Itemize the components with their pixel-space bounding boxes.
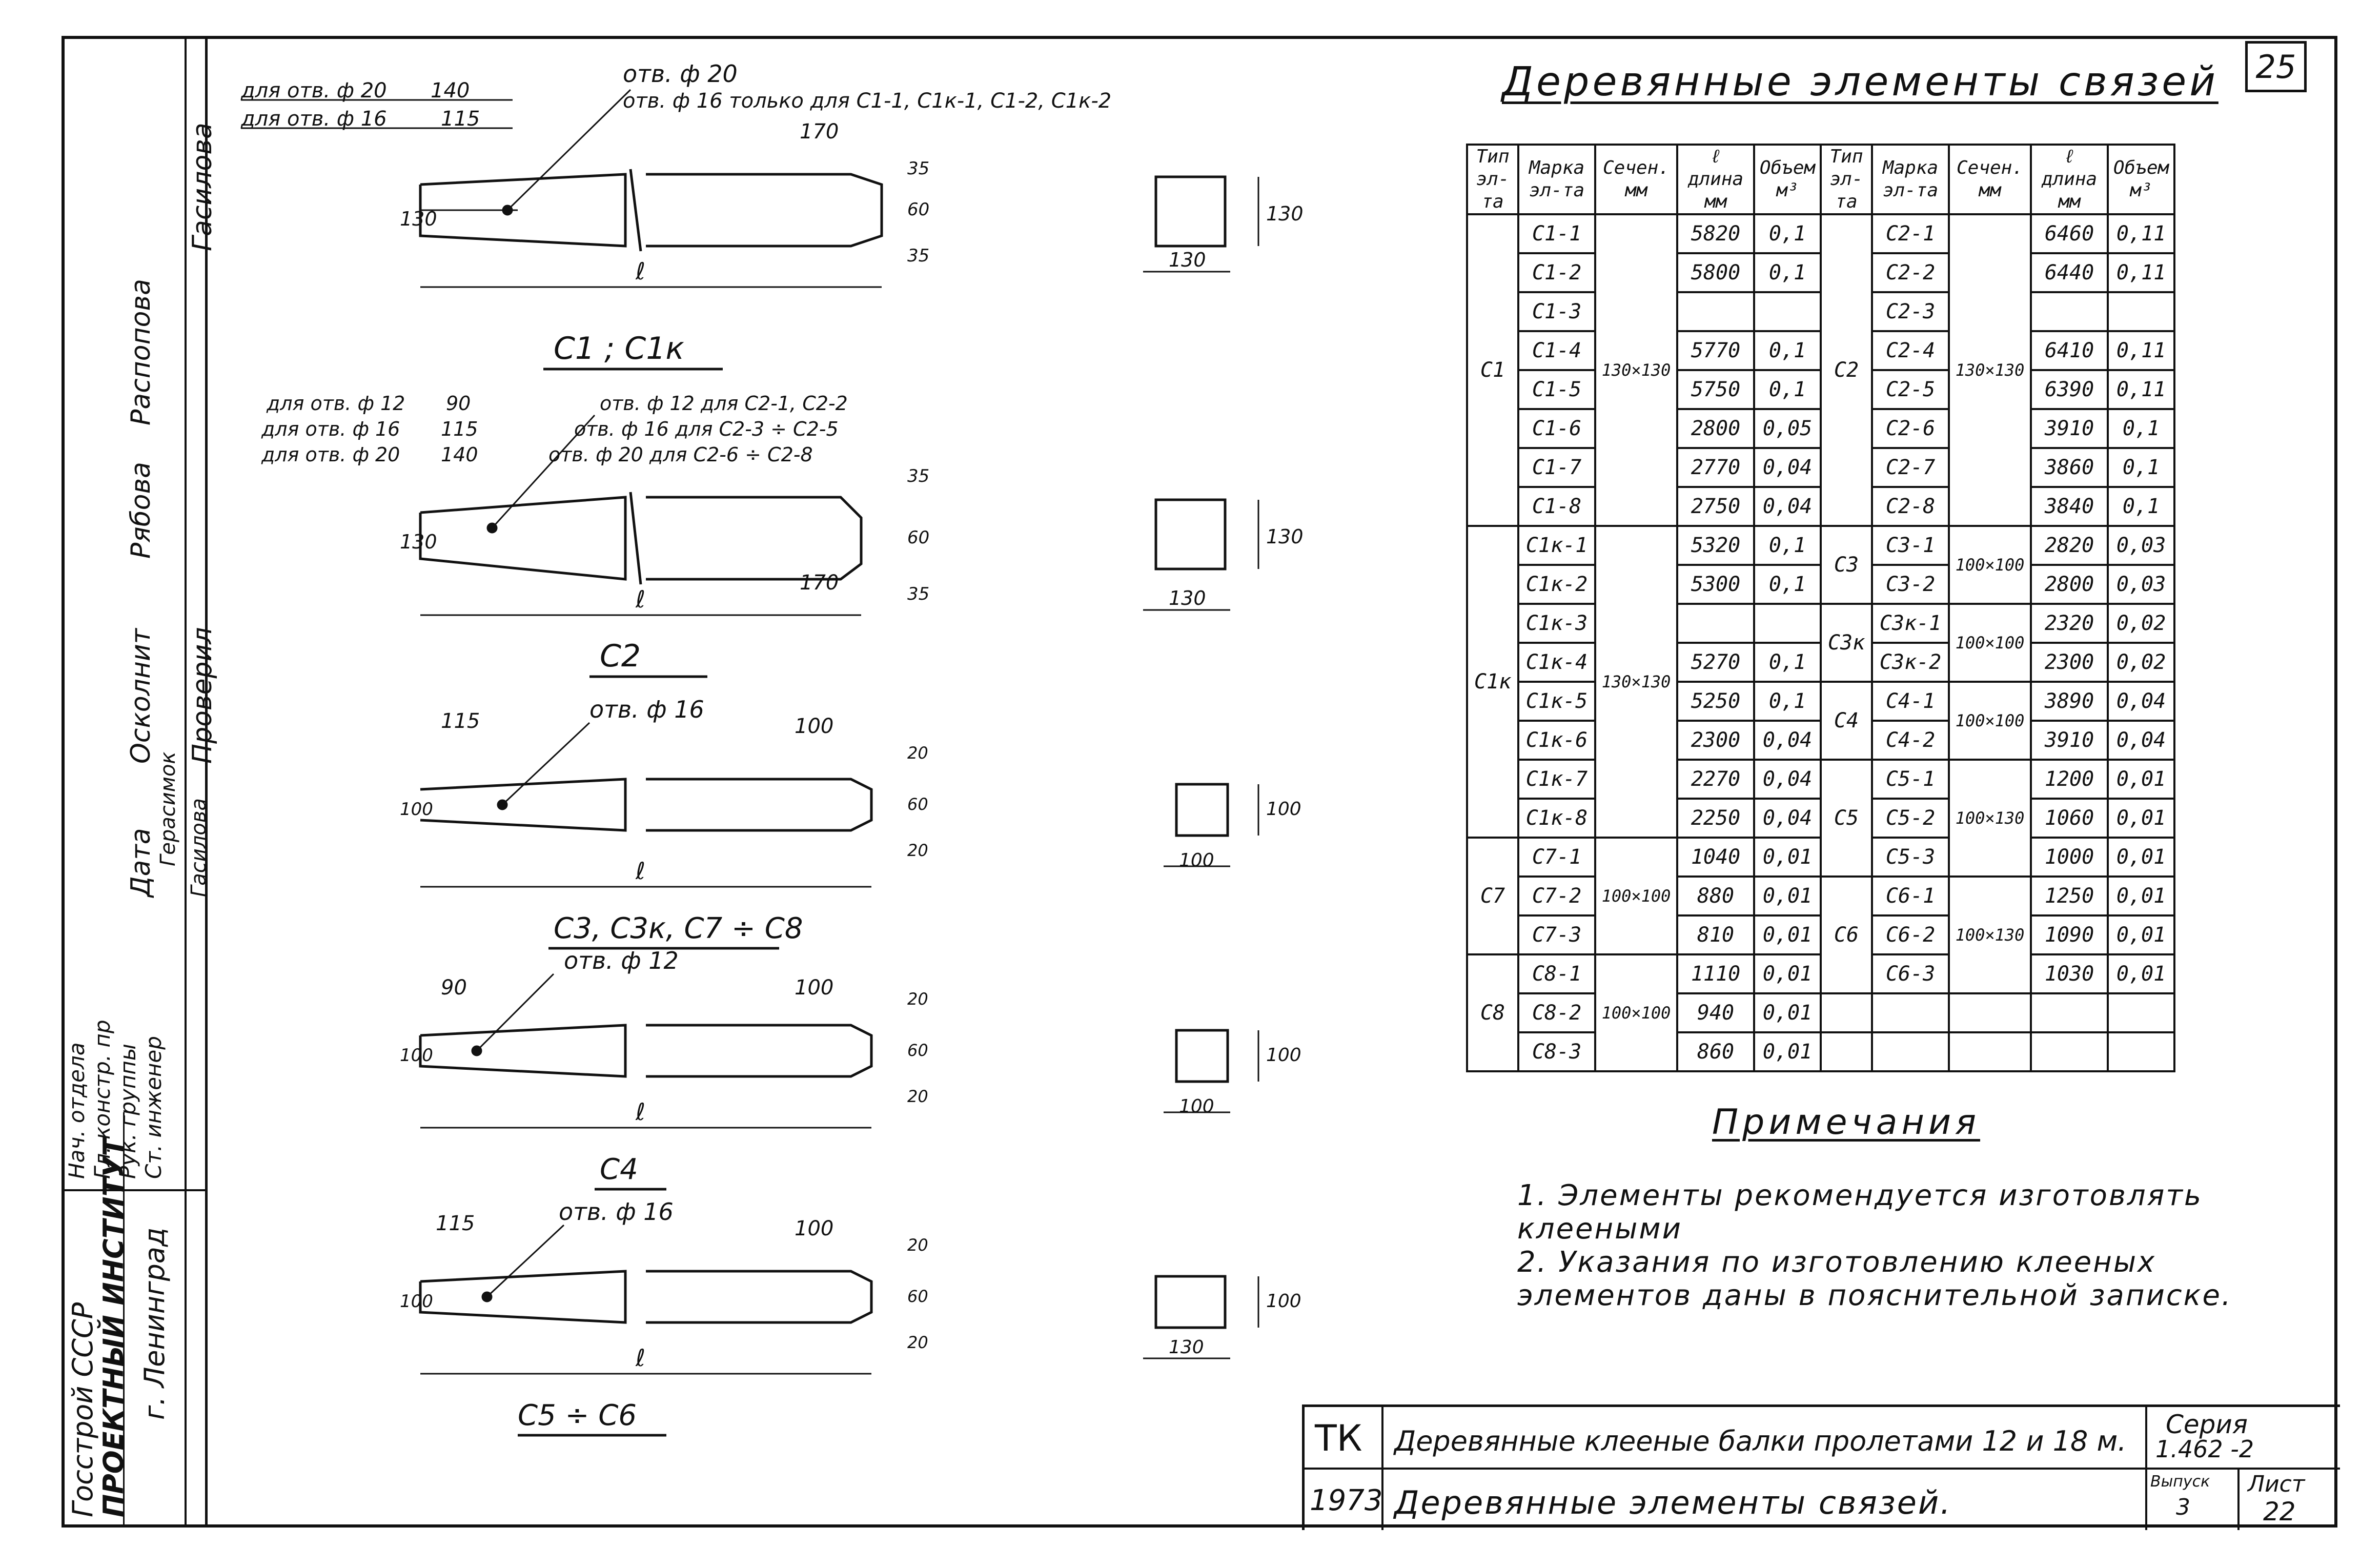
element-volume bbox=[1754, 292, 1821, 331]
element-volume: 0,02 bbox=[2108, 643, 2174, 682]
c2-dim-label-3: для отв. ф 20 bbox=[261, 443, 400, 466]
element-length: 1110 bbox=[1677, 954, 1754, 993]
element-type: С6 bbox=[1821, 877, 1872, 993]
element-mark: С5-1 bbox=[1872, 760, 1949, 799]
c5-section-h: 100 bbox=[1266, 1291, 1301, 1312]
sheet-number: 25 bbox=[2245, 41, 2307, 92]
header-section: Сечен. мм bbox=[1595, 145, 1677, 214]
c2-dim-val-3: 140 bbox=[441, 443, 478, 466]
c3-length: ℓ bbox=[636, 857, 646, 885]
c1-section-h: 130 bbox=[1266, 202, 1304, 225]
element-volume: 0,04 bbox=[1754, 487, 1821, 526]
table-row bbox=[1467, 877, 2174, 915]
element-volume: 0,04 bbox=[1754, 799, 1821, 838]
element-mark: С8-1 bbox=[1518, 954, 1595, 993]
element-length: 880 bbox=[1677, 877, 1754, 915]
element-volume: 0,1 bbox=[1754, 565, 1821, 604]
element-type: С3 bbox=[1821, 526, 1872, 604]
element-mark: С7-1 bbox=[1518, 838, 1595, 877]
element-volume: 0,01 bbox=[2108, 877, 2174, 915]
element-volume: 0,01 bbox=[1754, 877, 1821, 915]
stamp-col3-3: Гасилова bbox=[187, 798, 211, 897]
c2-side-3: 35 bbox=[907, 584, 930, 604]
element-mark: С3к-1 bbox=[1872, 604, 1949, 643]
tb-code: ТК bbox=[1315, 1417, 1362, 1459]
c1-dim-right: 170 bbox=[800, 120, 839, 144]
c3-side-3: 20 bbox=[907, 841, 928, 860]
c1-dim-val-2: 115 bbox=[441, 107, 480, 131]
stamp-role-1: Нач. отдела bbox=[64, 1042, 89, 1179]
element-type: С1к bbox=[1467, 526, 1518, 838]
element-volume: 0,03 bbox=[2108, 526, 2174, 565]
element-mark: С5-3 bbox=[1872, 838, 1949, 877]
c4-side-2: 60 bbox=[907, 1041, 928, 1060]
tb-sheet-label: Лист bbox=[2248, 1471, 2305, 1497]
element-mark: С7-2 bbox=[1518, 877, 1595, 915]
table-row bbox=[1467, 214, 2174, 253]
element-section: 100×100 bbox=[1949, 682, 2031, 760]
element-volume: 0,1 bbox=[1754, 682, 1821, 721]
element-section: 100×100 bbox=[1949, 604, 2031, 682]
table-row bbox=[1467, 1032, 2174, 1071]
c5-side-2: 60 bbox=[907, 1287, 928, 1306]
element-mark: С1к-2 bbox=[1518, 565, 1595, 604]
header-volume: Объем м³ bbox=[1754, 145, 1821, 214]
c2-note-1: отв. ф 12 для С2-1, С2-2 bbox=[600, 392, 848, 415]
element-length: 1250 bbox=[2031, 877, 2108, 915]
c5-section-w: 130 bbox=[1169, 1337, 1204, 1358]
c2-height: 130 bbox=[400, 531, 437, 553]
header-type: Тип эл-та bbox=[1821, 145, 1872, 214]
stamp-org-1: Госстрой СССР bbox=[67, 1302, 99, 1517]
c2-note-2: отв. ф 16 для С2-3 ÷ С2-5 bbox=[574, 418, 839, 440]
stamp-name-2: Рябова bbox=[126, 461, 156, 559]
c5-dim-left: 115 bbox=[436, 1212, 475, 1235]
stamp-col3-2: Проверил bbox=[187, 627, 218, 764]
element-section: 100×100 bbox=[1595, 838, 1677, 954]
tb-issue-label: Выпуск bbox=[2150, 1473, 2210, 1491]
element-section: 130×130 bbox=[1949, 214, 2031, 526]
element-volume: 0,01 bbox=[2108, 838, 2174, 877]
c1-note2: отв. ф 16 только для С1-1, С1к-1, С1-2, С1к-2 bbox=[623, 89, 1112, 113]
element-length: 5820 bbox=[1677, 214, 1754, 253]
c2-section-h: 130 bbox=[1266, 525, 1304, 548]
element-length: 2250 bbox=[1677, 799, 1754, 838]
stamp-org-2: ПРОЕКТНЫЙ ИНСТИТУТ bbox=[97, 1137, 130, 1517]
element-volume: 0,1 bbox=[2108, 448, 2174, 487]
element-mark: С2-8 bbox=[1872, 487, 1949, 526]
tb-series-label: Серия bbox=[2166, 1410, 2248, 1439]
c2-caption: С2 bbox=[600, 638, 641, 674]
c5-length: ℓ bbox=[636, 1344, 646, 1372]
element-mark: С2-4 bbox=[1872, 331, 1949, 370]
c4-section-w: 100 bbox=[1179, 1096, 1214, 1117]
element-mark: С1-7 bbox=[1518, 448, 1595, 487]
c2-side-2: 60 bbox=[907, 527, 930, 548]
element-length: 5270 bbox=[1677, 643, 1754, 682]
table-cell-empty bbox=[2108, 1032, 2174, 1071]
c4-height: 100 bbox=[400, 1045, 433, 1066]
header-length: ℓ длина мм bbox=[1677, 145, 1754, 214]
element-length: 1040 bbox=[1677, 838, 1754, 877]
element-volume: 0,02 bbox=[2108, 604, 2174, 643]
element-volume: 0,11 bbox=[2108, 331, 2174, 370]
element-section: 130×130 bbox=[1595, 526, 1677, 838]
c4-section-h: 100 bbox=[1266, 1045, 1301, 1066]
element-mark: С2-2 bbox=[1872, 253, 1949, 292]
header-mark: Марка эл-та bbox=[1518, 145, 1595, 214]
element-length: 1030 bbox=[2031, 954, 2108, 993]
element-volume: 0,1 bbox=[2108, 409, 2174, 448]
element-length: 3910 bbox=[2031, 721, 2108, 760]
element-mark: С1к-4 bbox=[1518, 643, 1595, 682]
stamp-col3-1: Гасилова bbox=[187, 123, 218, 251]
element-mark: С1к-6 bbox=[1518, 721, 1595, 760]
c3-dim-left: 115 bbox=[441, 709, 480, 733]
element-mark: С2-1 bbox=[1872, 214, 1949, 253]
note-2: 2. Указания по изготовлению клееных элементов даны в пояснительной записке. bbox=[1517, 1246, 2232, 1312]
notes-heading: Примечания bbox=[1712, 1102, 1981, 1143]
element-mark: С1к-3 bbox=[1518, 604, 1595, 643]
element-volume bbox=[1754, 604, 1821, 643]
element-section: 100×100 bbox=[1595, 954, 1677, 1071]
c3-dim-right: 100 bbox=[795, 715, 834, 738]
element-type: С7 bbox=[1467, 838, 1518, 954]
element-mark: С2-3 bbox=[1872, 292, 1949, 331]
element-length: 2320 bbox=[2031, 604, 2108, 643]
title-block bbox=[1302, 1404, 2340, 1530]
element-length: 6440 bbox=[2031, 253, 2108, 292]
table-cell-empty bbox=[1872, 1032, 1949, 1071]
element-mark: С8-2 bbox=[1518, 993, 1595, 1032]
stamp-role-3: Рук. группы bbox=[115, 1044, 140, 1179]
table-cell-empty bbox=[1821, 993, 1872, 1032]
element-mark: С3-1 bbox=[1872, 526, 1949, 565]
note-1: 1. Элементы рекомендуется изготовлять клееными bbox=[1517, 1179, 2203, 1246]
c3-side-2: 60 bbox=[907, 795, 928, 814]
element-length: 2770 bbox=[1677, 448, 1754, 487]
element-mark: С1-5 bbox=[1518, 370, 1595, 409]
element-length: 2820 bbox=[2031, 526, 2108, 565]
c5-height: 100 bbox=[400, 1291, 433, 1312]
element-volume bbox=[2108, 292, 2174, 331]
element-mark: С1к-7 bbox=[1518, 760, 1595, 799]
stamp-name-3: Осколнит bbox=[126, 628, 156, 764]
c2-dim-val-2: 115 bbox=[441, 418, 478, 440]
table-header-row bbox=[1467, 145, 2174, 214]
element-volume: 0,03 bbox=[2108, 565, 2174, 604]
element-length: 3860 bbox=[2031, 448, 2108, 487]
element-mark: С8-3 bbox=[1518, 1032, 1595, 1071]
element-mark: С2-7 bbox=[1872, 448, 1949, 487]
c3-section-w: 100 bbox=[1179, 850, 1214, 871]
element-volume: 0,04 bbox=[2108, 721, 2174, 760]
element-length: 6460 bbox=[2031, 214, 2108, 253]
element-section: 100×130 bbox=[1949, 877, 2031, 993]
element-length: 3890 bbox=[2031, 682, 2108, 721]
c2-note-3: отв. ф 20 для С2-6 ÷ С2-8 bbox=[548, 443, 813, 466]
c4-length: ℓ bbox=[636, 1098, 646, 1126]
element-section: 100×100 bbox=[1949, 526, 2031, 604]
c1-section-w: 130 bbox=[1169, 249, 1206, 271]
element-volume: 0,11 bbox=[2108, 253, 2174, 292]
header-section: Сечен. мм bbox=[1949, 145, 2031, 214]
element-type: С8 bbox=[1467, 954, 1518, 1071]
element-length bbox=[1677, 604, 1754, 643]
table-row bbox=[1467, 682, 2174, 721]
tb-year: 1973 bbox=[1310, 1484, 1383, 1517]
tb-title-1: Деревянные клееные балки пролетами 12 и 18 м. bbox=[1394, 1425, 2127, 1457]
element-length bbox=[1677, 292, 1754, 331]
element-type: С4 bbox=[1821, 682, 1872, 760]
stamp-name-4: Герасимок bbox=[156, 751, 180, 866]
c4-side-3: 20 bbox=[907, 1087, 928, 1106]
element-volume: 0,01 bbox=[1754, 1032, 1821, 1071]
element-volume: 0,1 bbox=[1754, 214, 1821, 253]
element-type: С5 bbox=[1821, 760, 1872, 877]
element-mark: С2-6 bbox=[1872, 409, 1949, 448]
element-mark: С6-3 bbox=[1872, 954, 1949, 993]
table-cell-empty bbox=[1949, 1032, 2031, 1071]
element-volume: 0,01 bbox=[2108, 799, 2174, 838]
element-length: 5320 bbox=[1677, 526, 1754, 565]
c1-side-3: 35 bbox=[907, 246, 930, 266]
element-length: 6390 bbox=[2031, 370, 2108, 409]
element-volume: 0,11 bbox=[2108, 370, 2174, 409]
c5-dim-right: 100 bbox=[795, 1217, 834, 1240]
table-cell-empty bbox=[1872, 993, 1949, 1032]
table-row bbox=[1467, 604, 2174, 643]
element-length: 5300 bbox=[1677, 565, 1754, 604]
element-mark: С4-2 bbox=[1872, 721, 1949, 760]
element-mark: С4-1 bbox=[1872, 682, 1949, 721]
c1-height: 130 bbox=[400, 208, 437, 230]
element-volume: 0,1 bbox=[1754, 331, 1821, 370]
element-length: 1090 bbox=[2031, 915, 2108, 954]
element-mark: С1-1 bbox=[1518, 214, 1595, 253]
element-mark: С1-4 bbox=[1518, 331, 1595, 370]
element-volume: 0,01 bbox=[2108, 915, 2174, 954]
element-length: 1200 bbox=[2031, 760, 2108, 799]
table-row bbox=[1467, 993, 2174, 1032]
element-length: 2300 bbox=[2031, 643, 2108, 682]
element-length: 3910 bbox=[2031, 409, 2108, 448]
element-mark: С7-3 bbox=[1518, 915, 1595, 954]
element-section: 100×130 bbox=[1949, 760, 2031, 877]
c3-caption: С3, С3к, С7 ÷ С8 bbox=[554, 912, 803, 945]
table-cell-empty bbox=[1821, 1032, 1872, 1071]
stamp-name-1: Распопова bbox=[126, 279, 156, 425]
header-volume: Объем м³ bbox=[2108, 145, 2174, 214]
c2-length: ℓ bbox=[636, 585, 646, 613]
element-length: 3840 bbox=[2031, 487, 2108, 526]
element-length: 2800 bbox=[1677, 409, 1754, 448]
elements-table bbox=[1466, 144, 2175, 1072]
c3-height: 100 bbox=[400, 799, 433, 820]
element-volume: 0,11 bbox=[2108, 214, 2174, 253]
c1-side-2: 60 bbox=[907, 199, 930, 220]
element-volume: 0,04 bbox=[1754, 760, 1821, 799]
c2-dim-val-1: 90 bbox=[446, 392, 471, 415]
element-volume: 0,01 bbox=[1754, 915, 1821, 954]
c3-section-h: 100 bbox=[1266, 799, 1301, 820]
element-length: 2750 bbox=[1677, 487, 1754, 526]
element-type: С3к bbox=[1821, 604, 1872, 682]
element-section: 130×130 bbox=[1595, 214, 1677, 526]
c1-caption: С1 ; С1к bbox=[554, 331, 684, 366]
table-cell-empty bbox=[1949, 993, 2031, 1032]
element-length: 2800 bbox=[2031, 565, 2108, 604]
element-volume: 0,1 bbox=[1754, 370, 1821, 409]
element-volume: 0,05 bbox=[1754, 409, 1821, 448]
element-length: 940 bbox=[1677, 993, 1754, 1032]
element-mark: С5-2 bbox=[1872, 799, 1949, 838]
table-row bbox=[1467, 760, 2174, 799]
element-volume: 0,01 bbox=[1754, 954, 1821, 993]
tb-title-2: Деревянные элементы связей. bbox=[1394, 1484, 1952, 1521]
tb-issue: 3 bbox=[2176, 1494, 2190, 1520]
element-length bbox=[2031, 292, 2108, 331]
element-mark: С3к-2 bbox=[1872, 643, 1949, 682]
c1-dim-val-1: 140 bbox=[431, 79, 470, 103]
c2-dim-label-1: для отв. ф 12 bbox=[267, 392, 405, 415]
c5-side-3: 20 bbox=[907, 1333, 928, 1352]
element-length: 5800 bbox=[1677, 253, 1754, 292]
c4-dim-right: 100 bbox=[795, 976, 834, 1000]
element-volume: 0,01 bbox=[2108, 760, 2174, 799]
header-mark: Марка эл-та bbox=[1872, 145, 1949, 214]
stamp-org-3: г. Ленинград bbox=[138, 1227, 171, 1420]
element-length: 6410 bbox=[2031, 331, 2108, 370]
element-volume: 0,1 bbox=[1754, 253, 1821, 292]
element-mark: С1-3 bbox=[1518, 292, 1595, 331]
c2-side-1: 35 bbox=[907, 466, 930, 486]
element-type: С1 bbox=[1467, 214, 1518, 526]
c1-dim-label-1: для отв. ф 20 bbox=[241, 79, 387, 103]
c2-dim-label-2: для отв. ф 16 bbox=[261, 418, 400, 440]
header-length: ℓ длина мм bbox=[2031, 145, 2108, 214]
c5-side-1: 20 bbox=[907, 1235, 928, 1255]
table-row bbox=[1467, 526, 2174, 565]
table-cell-empty bbox=[2031, 1032, 2108, 1071]
element-volume: 0,04 bbox=[1754, 448, 1821, 487]
element-mark: С1-8 bbox=[1518, 487, 1595, 526]
stamp-date-label: Дата bbox=[126, 828, 156, 897]
element-volume: 0,04 bbox=[1754, 721, 1821, 760]
element-mark: С1-2 bbox=[1518, 253, 1595, 292]
element-mark: С1к-1 bbox=[1518, 526, 1595, 565]
element-length: 5250 bbox=[1677, 682, 1754, 721]
element-volume: 0,04 bbox=[2108, 682, 2174, 721]
element-length: 810 bbox=[1677, 915, 1754, 954]
element-volume: 0,01 bbox=[2108, 954, 2174, 993]
c4-side-1: 20 bbox=[907, 989, 928, 1009]
header-type: Тип эл-та bbox=[1467, 145, 1518, 214]
element-length: 1060 bbox=[2031, 799, 2108, 838]
element-mark: С2-5 bbox=[1872, 370, 1949, 409]
element-length: 2300 bbox=[1677, 721, 1754, 760]
element-volume: 0,01 bbox=[1754, 993, 1821, 1032]
element-mark: С1к-8 bbox=[1518, 799, 1595, 838]
c4-note: отв. ф 12 bbox=[564, 947, 679, 974]
element-mark: С1к-5 bbox=[1518, 682, 1595, 721]
c1-length: ℓ bbox=[636, 257, 646, 285]
element-length: 5770 bbox=[1677, 331, 1754, 370]
element-volume: 0,1 bbox=[1754, 526, 1821, 565]
element-volume: 0,1 bbox=[2108, 487, 2174, 526]
stamp-role-2: Гл. констр. пр bbox=[90, 1020, 115, 1179]
c3-note: отв. ф 16 bbox=[589, 696, 704, 723]
element-mark: С3-2 bbox=[1872, 565, 1949, 604]
element-mark: С6-2 bbox=[1872, 915, 1949, 954]
c3-side-1: 20 bbox=[907, 743, 928, 763]
element-length: 2270 bbox=[1677, 760, 1754, 799]
element-length: 1000 bbox=[2031, 838, 2108, 877]
element-mark: С1-6 bbox=[1518, 409, 1595, 448]
table-cell-empty bbox=[2108, 993, 2174, 1032]
stamp-role-4: Ст. инженер bbox=[141, 1036, 166, 1179]
element-volume: 0,01 bbox=[1754, 838, 1821, 877]
element-mark: С6-1 bbox=[1872, 877, 1949, 915]
c5-note: отв. ф 16 bbox=[559, 1198, 674, 1226]
c1-note: отв. ф 20 bbox=[623, 60, 738, 88]
tb-sheet: 22 bbox=[2263, 1497, 2296, 1526]
table-title: Деревянные элементы связей bbox=[1502, 59, 2218, 105]
c4-caption: С4 bbox=[600, 1153, 638, 1186]
table-cell-empty bbox=[2031, 993, 2108, 1032]
c2-section-w: 130 bbox=[1169, 587, 1206, 609]
element-length: 860 bbox=[1677, 1032, 1754, 1071]
c1-dim-label-2: для отв. ф 16 bbox=[241, 107, 387, 131]
tb-series: 1.462 -2 bbox=[2155, 1435, 2254, 1463]
c5-caption: С5 ÷ С6 bbox=[518, 1399, 637, 1432]
element-volume: 0,1 bbox=[1754, 643, 1821, 682]
c2-dim-right: 170 bbox=[800, 571, 839, 595]
element-type: С2 bbox=[1821, 214, 1872, 526]
c1-side-1: 35 bbox=[907, 158, 930, 179]
element-length: 5750 bbox=[1677, 370, 1754, 409]
c4-dim-left: 90 bbox=[441, 976, 467, 1000]
